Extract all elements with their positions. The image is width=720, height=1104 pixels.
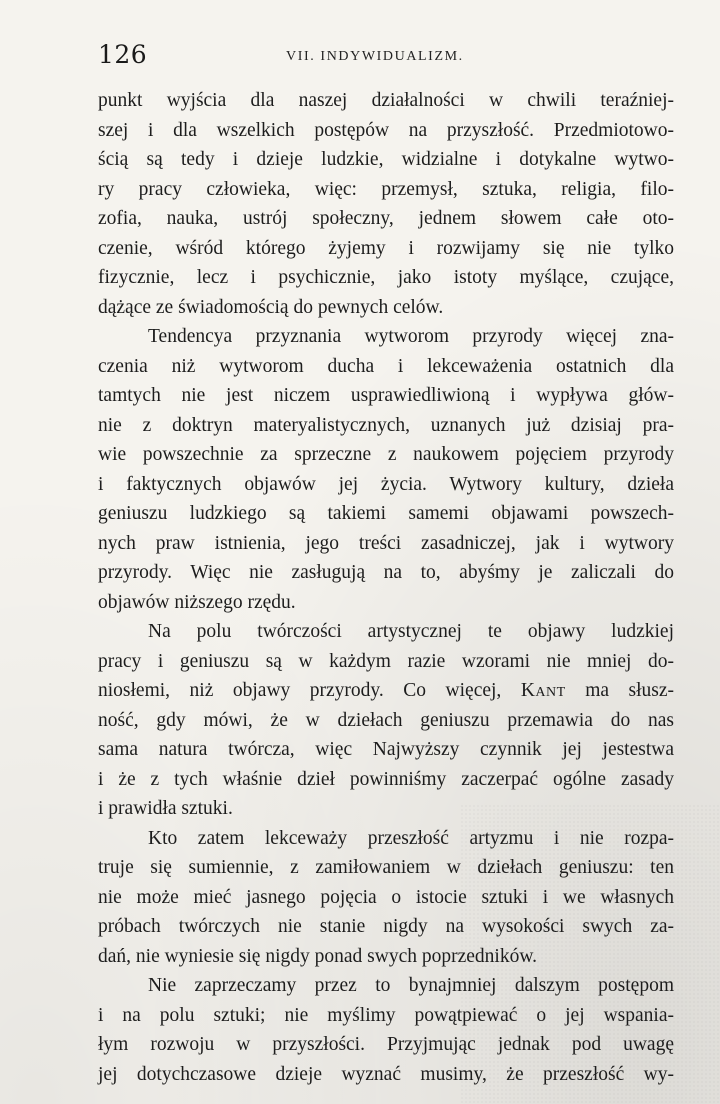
text-line: objawów niższego rzędu. [98, 591, 296, 613]
text-line: zofia, nauka, ustrój społeczny, jednem słowem całe oto- [98, 208, 674, 229]
text-line: nych praw istnienia, jego treści zasadniczej, jak i wytwory [98, 532, 674, 554]
text-line: i prawidła sztuki. [98, 798, 233, 819]
text-line: i na polu sztuki; nie myślimy powątpiewać o jej wspania- [98, 1004, 674, 1026]
body-text [98, 86, 674, 1089]
text-line: tamtych nie jest niczem usprawiedliwioną i wypływa głów- [98, 385, 674, 406]
text-line: łym rozwoju w przyszłości. Przyjmując jednak pod uwagę [98, 1034, 674, 1055]
text-line: czenia niż wytworom ducha i lekceważenia ostatnich dla [98, 355, 674, 377]
text-line: pracy i geniuszu są w każdym razie wzorami nie mniej do- [98, 650, 674, 672]
text-line [98, 676, 674, 706]
text-line: geniuszu ludzkiego są takiemi samemi objawami powszech- [98, 503, 674, 524]
text-line: nie może mieć jasnego pojęcia o istocie sztuki i we własnych [98, 886, 674, 908]
page-number: 126 [98, 40, 148, 69]
text-line: truje się sumiennie, z zamiłowaniem w dziełach geniuszu: ten [98, 857, 674, 878]
text-line: szej i dla wszelkich postępów na przyszłość. Przedmiotowo- [98, 119, 674, 141]
text-line: sama natura twórcza, więc Najwyższy czynnik jej jestestwa [98, 739, 674, 760]
text-line: ność, gdy mówi, że w dziełach geniuszu przemawia do nas [98, 709, 674, 731]
paragraph-start: Nie zaprzeczamy przez to bynajmniej dalszym postępom [148, 975, 674, 996]
text-line: ry pracy człowieka, więc: przemysł, sztuka, religia, filo- [98, 178, 674, 200]
text-line: i że z tych właśnie dzieł powinniśmy zaczerpać ogólne zasady [98, 768, 674, 790]
text-line: punkt wyjścia dla naszej działalności w chwili teraźniej- [98, 90, 674, 111]
text-line: nie z doktryn materyalistycznych, uznanych już dzisiaj pra- [98, 414, 674, 436]
text-line: próbach twórczych nie stanie nigdy na wysokości swych za- [98, 916, 674, 937]
text-line: i faktycznych objawów jej życia. Wytwory kultury, dzieła [98, 473, 674, 495]
paragraph-start: Tendencya przyznania wytworom przyrody więcej zna- [148, 326, 674, 347]
text-line: fizycznie, lecz i psychicznie, jako istoty myślące, czujące, [98, 267, 674, 288]
text-line: wie powszechnie za sprzeczne z naukowem pojęciem przyrody [98, 444, 674, 465]
text-fragment: ma słusz- [585, 680, 675, 701]
text-line: przyrody. Więc nie zasługują na to, abyśmy je zaliczali do [98, 562, 674, 583]
running-head: VII. INDYWIDUALIZM. [286, 49, 464, 64]
text-line: dążące ze świadomością do pewnych celów. [98, 296, 444, 318]
text-line: czenie, wśród którego żyjemy i rozwijamy się nie tylko [98, 237, 674, 259]
text-fragment: niosłemi, niż objawy przyrody. Co więcej, [98, 680, 502, 701]
text-line: jej dotychczasowe dzieje wyznać musimy, że przeszłość wy- [98, 1063, 674, 1085]
text-line: dań, nie wyniesie się nigdy ponad swych poprzedników. [98, 945, 538, 967]
author-name: Kant [520, 680, 566, 701]
paragraph-start: Na polu twórczości artystycznej te objawy ludzkiej [148, 621, 674, 642]
paragraph-start: Kto zatem lekceważy przeszłość artyzmu i nie rozpa- [148, 827, 674, 849]
text-line: ścią są tedy i dzieje ludzkie, widzialne i dotykalne wytwo- [98, 149, 674, 170]
